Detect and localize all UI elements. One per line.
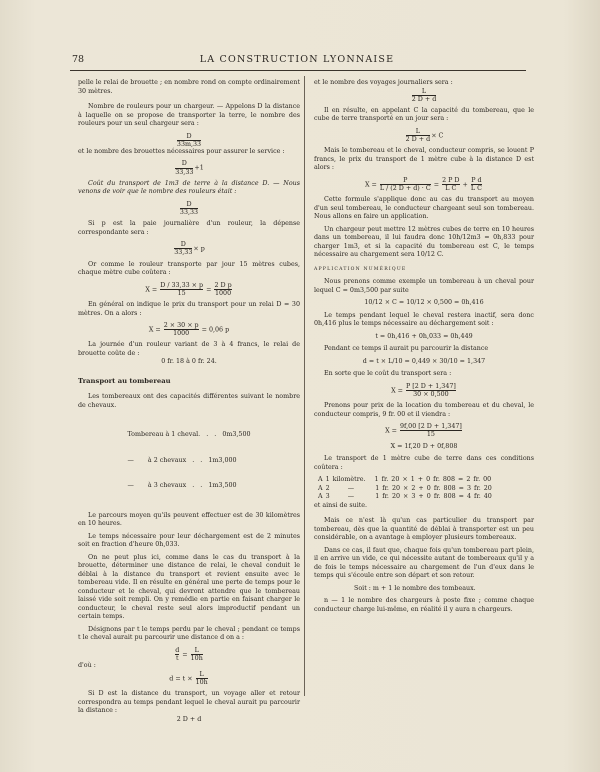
paragraph: Le transport de 1 mètre cube de terre dans ces conditions coûtera : <box>314 455 534 471</box>
denominator: 15 <box>400 430 462 438</box>
paragraph: Prenons pour prix de la location du tombereau et du cheval, le conducteur compris, 9 fr. 00 et il viendra : <box>314 402 534 418</box>
formula-tail: × p <box>193 245 205 253</box>
paragraph: En sorte que le coût du transport sera : <box>324 370 452 378</box>
column-divider <box>304 76 305 696</box>
fraction <box>164 322 199 337</box>
numerator: 2 × 30 × p <box>163 322 199 330</box>
equals-sign: = <box>433 181 440 189</box>
fraction <box>180 201 198 216</box>
table-row: A 3 — 1 fr. 20 × 3 + 0 fr. 808 = 4 fr. 40 <box>318 493 492 501</box>
paragraph: Cette formule s'applique donc au cas du transport au moyen d'un seul tombereau, le conducteur chargeant seul son tombereau. Nous allons en faire un application. <box>314 196 534 221</box>
paragraph: On ne peut plus ici, comme dans le cas du transport à la brouette, déterminer une distance de relai, le cheval conduit le déblai à la distance du transport et revient ensuite avec le tombereau vide. Il en résulte en général une perte de temps pour le conducteur et le cheval, qui devront attendre que le tombereau laissé vide soit rempli. On y remédie en partie en faisant charger le conducteur, le cheval reste seul alors improductif pendant un certain temps. <box>78 553 300 621</box>
numerator: L <box>415 127 421 135</box>
paragraph: Le temps pendant lequel le cheval restera inactif, sera donc 0h,416 plus le temps nécessaire au déchargement soit : <box>314 311 534 328</box>
paragraph: Mais le tombereau et le cheval, conducteur compris, se louent P francs, le prix du transport de 1 mètre cube à la distance D est alors : <box>314 147 534 172</box>
fraction <box>412 88 437 103</box>
fraction <box>175 647 179 662</box>
fraction <box>471 177 482 192</box>
numerator: 2 D p <box>214 281 232 289</box>
denominator: 33,33 <box>179 209 199 217</box>
page-number: 78 <box>72 54 85 65</box>
paragraph: Mais ce n'est là qu'un cas particulier du transport par tombereau, dès que la quantité de déblai à transporter est un peu considérable, on a avantage à employer plusieurs tombereaux. <box>314 517 534 542</box>
paragraph: Coût du transport de 1m3 de terre à la distance D. — Nous venons de voir que le nombre des rouleurs était : <box>78 179 300 196</box>
fraction <box>400 423 462 438</box>
formula-tail: +1 <box>194 165 204 173</box>
paragraph: Soit : m + 1 le nombre des tombeaux. <box>354 584 476 592</box>
page-header <box>72 54 522 68</box>
fraction <box>174 241 192 256</box>
numerator: P [2 D + 1,347] <box>406 382 456 390</box>
paragraph: Les tombereaux ont des capacités différentes suivant le nombre de chevaux. <box>78 393 300 409</box>
table-row: A 2 — 1 fr. 20 × 2 + 0 fr. 808 = 3 fr. 20 <box>318 484 492 492</box>
denominator: L C <box>470 185 482 193</box>
denominator: L / (2 D + d) · C <box>379 185 431 193</box>
paragraph: Nous prenons comme exemple un tombereau à un cheval pour lequel C = 0m3,500 par suite <box>314 278 534 294</box>
paragraph: 0 fr. 18 à 0 fr. 24. <box>161 358 217 366</box>
paragraph: Le temps nécessaire pour leur déchargement est de 2 minutes soit en fraction d'heure 0h,033. <box>78 532 300 549</box>
denominator: 33,33 <box>175 168 194 176</box>
denominator: 2 D + d <box>405 136 431 144</box>
formula <box>78 241 300 256</box>
paragraph: Désignons par t le temps perdu par le cheval ; pendant ce temps t le cheval aurait pu parcourir une distance d on a : <box>78 625 300 642</box>
numerator: L <box>194 646 199 654</box>
denominator: 33m,33 <box>176 140 202 148</box>
formula <box>78 282 300 297</box>
fraction <box>175 160 193 175</box>
paragraph: et ainsi de suite. <box>314 501 368 509</box>
table-row: — à 2 chevaux . . 1m3,000 <box>127 456 237 464</box>
denominator: 15 <box>160 289 203 297</box>
paragraph: d'où : <box>78 662 96 670</box>
equals-sign: = <box>182 651 188 659</box>
paragraph: Il en résulte, en appelant C la capacité du tombereau, que le cube de terre transporté en un jour sera : <box>314 106 534 123</box>
table-row: Tombereau à 1 cheval. . . 0m3,500 <box>127 431 251 439</box>
paragraph: Si D est la distance du transport, un voyage aller et retour correspondra au temps pendant lequel le cheval aurait pu parcourir la distance : <box>78 690 300 715</box>
fraction <box>214 282 231 297</box>
paragraph: En général on indique le prix du transport pour un relai D = 30 mètres. On a alors : <box>78 301 300 317</box>
table-row: A 1 kilomètre. 1 fr. 20 × 1 + 0 fr. 808 = 2 fr. 00 <box>318 476 492 484</box>
formula-lhs: X = <box>145 286 158 294</box>
numerator: d <box>175 646 180 654</box>
numerator: P <box>403 176 408 184</box>
formula-lhs: X = <box>391 387 403 395</box>
numerator: D <box>186 132 192 140</box>
numerator: D <box>186 200 192 208</box>
denominator: 10h <box>190 655 203 663</box>
right-column <box>314 79 534 614</box>
formula <box>314 383 534 398</box>
denominator: 30 × 0,500 <box>406 390 456 398</box>
formula <box>314 88 534 103</box>
denominator: t <box>175 655 179 663</box>
fraction <box>406 128 431 143</box>
running-title: LA CONSTRUCTION LYONNAISE <box>199 54 395 65</box>
formula-lhs: X = <box>148 326 161 334</box>
paragraph: Si p est la paie journalière d'un rouleur, la dépense correspondante sera : <box>78 220 300 236</box>
formula-lhs: d = t × <box>169 675 193 683</box>
paragraph: Pendant ce temps il aurait pu parcourir la distance <box>324 345 489 353</box>
denominator: 1000 <box>164 329 199 337</box>
equals-sign: = <box>206 286 212 294</box>
paragraph: Dans ce cas, il faut que, chaque fois qu'un tombereau part plein, il en arrive un vide, ce qui nécessite autant de tombereaux qu'il y a de fois le temps nécessaire au chargement de l'un d'eux dans le temps qui s'écoule entre son départ et son retour. <box>314 546 534 580</box>
paragraph: Le parcours moyen qu'ils peuvent effectuer est de 30 kilomètres en 10 heures. <box>78 511 300 528</box>
numerator: L <box>199 670 204 678</box>
formula: d = t × L/10 = 0,449 × 30/10 = 1,347 <box>362 357 486 365</box>
paragraph: Or comme le rouleur transporte par jour 15 mètres cubes, chaque mètre cube coûtera : <box>78 260 300 277</box>
fraction <box>191 647 203 662</box>
formula: 10/12 × C = 10/12 × 0,500 = 0h,416 <box>364 299 484 307</box>
formula <box>314 423 534 438</box>
formula <box>314 128 534 143</box>
formula: X = 1f,20 D + 0f,808 <box>390 442 458 450</box>
denominator: 33,33 <box>174 249 193 257</box>
paragraph: et le nombre des voyages journaliers sera : <box>314 79 453 86</box>
formula-tail: = 0,06 p <box>201 326 230 334</box>
fraction <box>160 282 203 297</box>
denominator: L C <box>442 184 459 192</box>
fraction <box>196 671 208 686</box>
fraction <box>406 383 456 398</box>
fraction <box>380 177 431 192</box>
fraction <box>442 177 459 192</box>
denominator: 2 D + d <box>411 95 437 103</box>
paragraph: pelle le relai de brouette ; en nombre rond on compte ordinairement 30 mètres. <box>78 79 300 95</box>
formula <box>78 201 300 216</box>
paragraph: La journée d'un rouleur variant de 3 à 4 francs, le relai de brouette coûte de : <box>78 341 300 357</box>
formula: 2 D + d <box>176 715 202 723</box>
formula-lhs: X = <box>365 181 377 189</box>
formula: t = 0h,416 + 0h,033 = 0h,449 <box>375 332 473 340</box>
numerator: D <box>181 160 187 168</box>
denominator: 1000 <box>214 289 232 297</box>
numerator: P d <box>471 176 482 184</box>
section-title: APPLICATION NUMÉRIQUE <box>314 266 407 272</box>
paragraph: Nombre de rouleurs pour un chargeur. — Appelons D la distance à laquelle on se propose de transporter la terre, le nombre des rouleurs pour un seul chargeur sera : <box>78 103 300 127</box>
paragraph: n — 1 le nombre des chargeurs à poste fixe ; comme chaque conducteur charge lui-même, en réalité il y aura n chargeurs. <box>314 597 534 613</box>
denominator: 10h <box>195 679 208 687</box>
numerator: D / 33,33 × p <box>160 281 204 289</box>
fraction <box>177 133 201 148</box>
formula <box>78 160 300 175</box>
left-column <box>78 79 300 724</box>
numerator: 9f,00 [2 D + 1,347] <box>400 423 462 431</box>
formula <box>78 133 300 148</box>
header-rule <box>70 70 526 71</box>
formula <box>78 322 300 337</box>
paragraph: Un chargeur peut mettre 12 mètres cubes de terre en 10 heures dans un tombereau, il lui faudra donc 10h/12m3 = 0h,833 pour charger 1m3, et si la capacité du tombereau est C, le temps nécessaire au chargement sera 10/12 C. <box>314 225 534 259</box>
numerator: 2 P D <box>442 176 460 184</box>
table-row: — à 3 chevaux . . 1m3,500 <box>127 482 237 490</box>
numerator: L <box>421 87 427 95</box>
plus-sign: + <box>462 181 468 189</box>
formula-lhs: X = <box>385 427 397 435</box>
cost-table <box>314 476 534 502</box>
formula <box>314 177 534 192</box>
paragraph: et le nombre des brouettes nécessaires pour assurer le service : <box>78 147 285 155</box>
section-title: Transport au tombereau <box>78 376 171 385</box>
numerator: D <box>180 241 186 249</box>
capacity-table <box>78 414 300 508</box>
formula <box>78 671 300 686</box>
formula-tail: × C <box>431 132 444 140</box>
formula <box>78 647 300 662</box>
